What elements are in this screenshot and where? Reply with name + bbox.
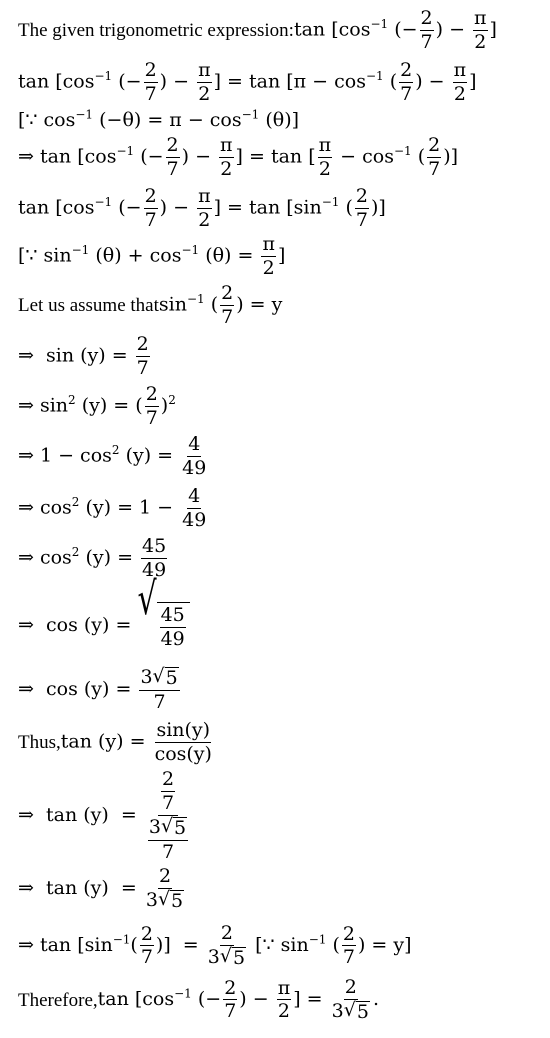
thus-text: Thus, <box>18 731 61 753</box>
identity-line-3: [∵ $\cos^{-1} (-\theta) = \pi - \cos^{-1} (\theta)$] <box>18 107 300 131</box>
equation-line-10: ⇒ $1 - \cos^2 (y)$ = $\frac{4}{49}$ <box>18 432 207 479</box>
intro-line <box>18 2 497 58</box>
intro-text: The given trigonometric expression: <box>18 19 294 41</box>
equation-line-4: ⇒ $\tan [\cos^{-1}$ (− $\frac{2}{7}$ ) − $\frac{\pi}{2}$ ] = tan [ $\frac{\pi}{2}$ − $\cos^{-1}$ ( $\frac{2}{7}$ )] <box>18 133 459 180</box>
equation-line-5: $\tan [\cos^{-1}$ (− $\frac{2}{7}$ ) − $\frac{\pi}{2}$ ] = $\tan [\sin^{-1}$ ( $\frac{2}{7}$ )] <box>18 184 386 231</box>
expression-main: $\tan [\cos^{-1}$ (− $\frac{2}{7}$ ) − $\frac{\pi}{2}$ ] <box>293 6 497 53</box>
equation-line-9: ⇒ $\sin^2 (y)$ = ( $\frac{2}{7}$ )$^2$ <box>18 382 176 429</box>
assumption-line: Let us assume that $\sin^{-1}$ ( $\frac{2}{7}$ ) = y <box>18 281 283 328</box>
conclusion-line: Therefore, $\tan [\cos^{-1}$ (− $\frac{2}{7}$ ) − $\frac{\pi}{2}$ ] = 2 3 √ 5 . <box>18 976 379 1024</box>
sqrt-symbol: √ $\frac{45}{49}$ <box>137 602 189 650</box>
equation-line-13: ⇒ cos (y) = √ $\frac{45}{49}$ <box>18 592 190 660</box>
equation-line-8: ⇒ sin (y) = $\frac{2}{7}$ <box>18 332 149 379</box>
identity-line-6: [∵ $\sin^{-1} (\theta) + \cos^{-1} (\theta)$ = $\frac{\pi}{2}$ ] <box>18 232 286 279</box>
equation-line-15: Thus, tan (y) = $\frac{\sin(y)}{\cos(y)}$ <box>18 718 212 765</box>
equation-line-12: ⇒ $\cos^2 (y)$ = $\frac{45}{49}$ <box>18 534 167 581</box>
equation-line-11: ⇒ $\cos^2 (y) = 1$ − $\frac{4}{49}$ <box>18 484 207 531</box>
assume-text: Let us assume that <box>18 294 159 316</box>
therefore-text: Therefore, <box>18 989 98 1011</box>
equation-line-14: ⇒ cos (y) = 3 √ 5 7 <box>18 665 178 714</box>
equation-line-18: ⇒ $\tan [\sin^{-1}$( $\frac{2}{7}$ )] = 2 3 √ 5 [∵ $\sin^{-1}$ ( $\frac{2}{7}$ ) = y] <box>18 922 412 970</box>
equation-line-16: ⇒ tan (y) = $\frac{2}{7}$ 3 √ 5 7 <box>18 768 187 863</box>
equation-line-17: ⇒ tan (y) = 2 3 √ 5 <box>18 865 184 913</box>
equation-line-2: $\tan [\cos^{-1}$ (− $\frac{2}{7}$ ) − $\frac{\pi}{2}$ ] = $\tan [\pi - \cos^{-1}$ ( $\frac{2}{7}$ ) − $\frac{\pi}{2}$ ] <box>18 58 477 105</box>
